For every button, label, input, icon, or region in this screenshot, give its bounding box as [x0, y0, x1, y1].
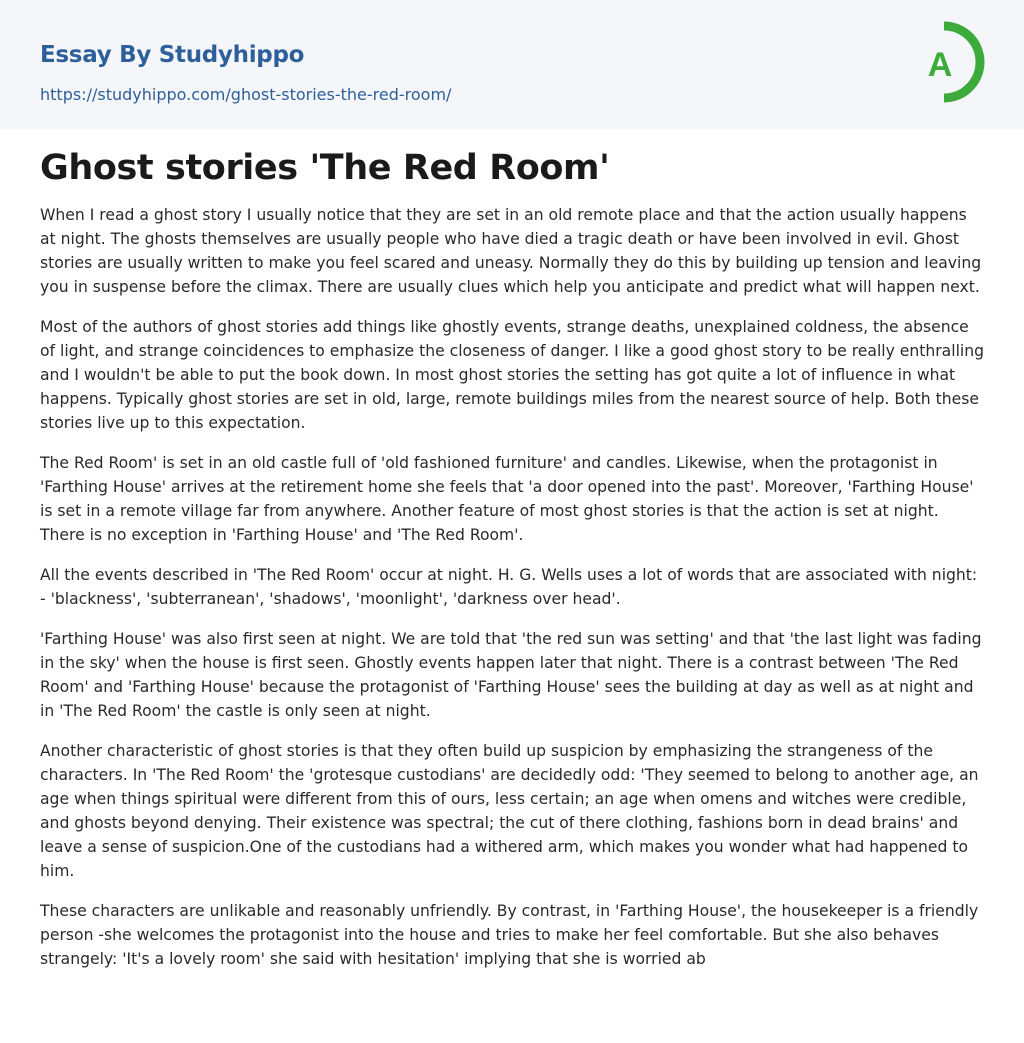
paragraph-2: Most of the authors of ghost stories add things like ghostly events, strange deaths, unexplained coldness, the absence of light, and strange coincidences to emphasize the closeness of danger. I like a good ghost story to be really enthralling and I wouldn't be able to put the book down. In most ghost stories the setting has got quite a lot of influence in what happens. Typically ghost stories are set in old, large, remote buildings miles from the nearest source of help. Both these stories live up to this expectation. [40, 318, 985, 432]
source-url-link[interactable]: https://studyhippo.com/ghost-stories-the-red-room/ [40, 85, 452, 104]
paragraph-6: Another characteristic of ghost stories is that they often build up suspicion by emphasizing the strangeness of the characters. In 'The Red Room' the 'grotesque custodians' are decidedly odd: 'They seemed to belong to another age, an age when things spiritual were different from this of ours, less certain; an age when omens and witches were credible, and ghosts beyond denying. Their existence was spectral; the cut of there clothing, fashions born in dead brains' and leave a sense of suspicion.One of the custodians had a withered arm, which makes you wonder what had happened to him. [40, 742, 979, 880]
page-title: Ghost stories 'The Red Room' [40, 148, 610, 188]
studyhippo-logo-icon[interactable] [914, 20, 986, 106]
paragraph-1: When I read a ghost story I usually notice that they are set in an old remote place and that the action usually happens at night. The ghosts themselves are usually people who have died a tragic death or have been involved in evil. Ghost stories are usually written to make you feel scared and uneasy. Normally they do this by building up tension and leaving you in suspense before the climax. There are usually clues which help you anticipate and predict what will happen next. [40, 206, 982, 296]
logo-letter: A [927, 46, 953, 84]
paragraph-4: All the events described in 'The Red Room' occur at night. H. G. Wells uses a lot of words that are associated with night: - 'blackness', 'subterranean', 'shadows', 'moonlight', 'darkness over head'. [40, 566, 978, 608]
site-header [0, 0, 1024, 129]
brand-title[interactable]: Essay By Studyhippo [40, 42, 305, 68]
paragraph-7: These characters are unlikable and reasonably unfriendly. By contrast, in 'Farthing House', the housekeeper is a friendly person -she welcomes the protagonist into the house and tries to make her feel comfortable. But she also behaves strangely: 'It's a lovely room' she said with hesitation' implying that she is worried ab [40, 902, 979, 968]
paragraph-5: 'Farthing House' was also first seen at night. We are told that 'the red sun was setting' and that 'the last light was fading in the sky' when the house is first seen. Ghostly events happen later that night. There is a contrast between 'The Red Room' and 'Farthing House' because the protagonist of 'Farthing House' sees the building at day as well as at night and in 'The Red Room' the castle is only seen at night. [40, 630, 982, 720]
article-body [40, 145, 984, 987]
paragraph-3: The Red Room' is set in an old castle full of 'old fashioned furniture' and candles. Likewise, when the protagonist in 'Farthing House' arrives at the retirement home she feels that 'a door opened into the past'. Moreover, 'Farthing House' is set in a remote village far from anywhere. Another feature of most ghost stories is that the action is set at night. There is no exception in 'Farthing House' and 'The Red Room'. [40, 454, 974, 544]
